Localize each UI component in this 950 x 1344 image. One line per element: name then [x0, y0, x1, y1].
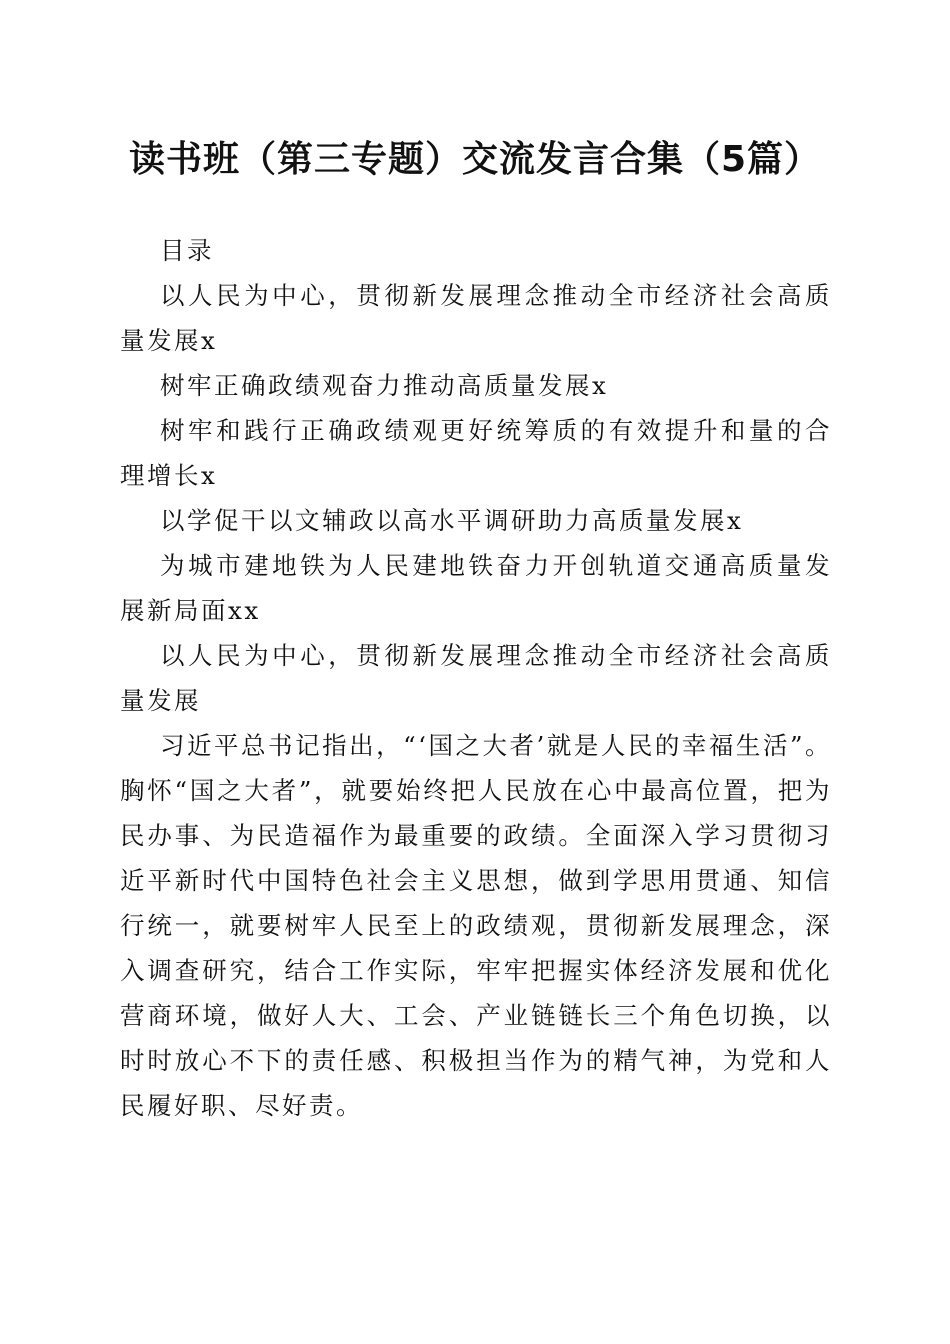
section-heading: 以人民为中心，贯彻新发展理念推动全市经济社会高质量发展 — [120, 641, 832, 715]
toc-item-4: 以学促干以文辅政以高水平调研助力高质量发展x — [160, 506, 744, 535]
toc-heading: 目录 — [160, 236, 214, 265]
document-body — [120, 228, 832, 1128]
document-title: 读书班（第三专题）交流发言合集（5篇） — [128, 139, 822, 180]
toc-item-5: 为城市建地铁为人民建地铁奋力开创轨道交通高质量发展新局面xx — [120, 551, 832, 625]
toc-item-2: 树牢正确政绩观奋力推动高质量发展x — [160, 371, 609, 400]
body-paragraph: 习近平总书记指出，“‘国之大者’就是人民的幸福生活”。胸怀“国之大者”，就要始终把人民放在心中最高位置，把为民办事、为民造福作为最重要的政绩。全面深入学习贯彻习近平新时代中国特色社会主义思想，做到学思用贯通、知信行统一，就要树牢人民至上的政绩观，贯彻新发展理念，深入调查研究，结合工作实际，牢牢把握实体经济发展和优化营商环境，做好人大、工会、产业链链长三个角色切换，以时时放心不下的责任感、积极担当作为的精气神，为党和人民履好职、尽好责。 — [120, 731, 832, 1120]
toc-item-1: 以人民为中心，贯彻新发展理念推动全市经济社会高质量发展x — [120, 281, 832, 355]
toc-item-3: 树牢和践行正确政绩观更好统筹质的有效提升和量的合理增长x — [120, 416, 832, 490]
